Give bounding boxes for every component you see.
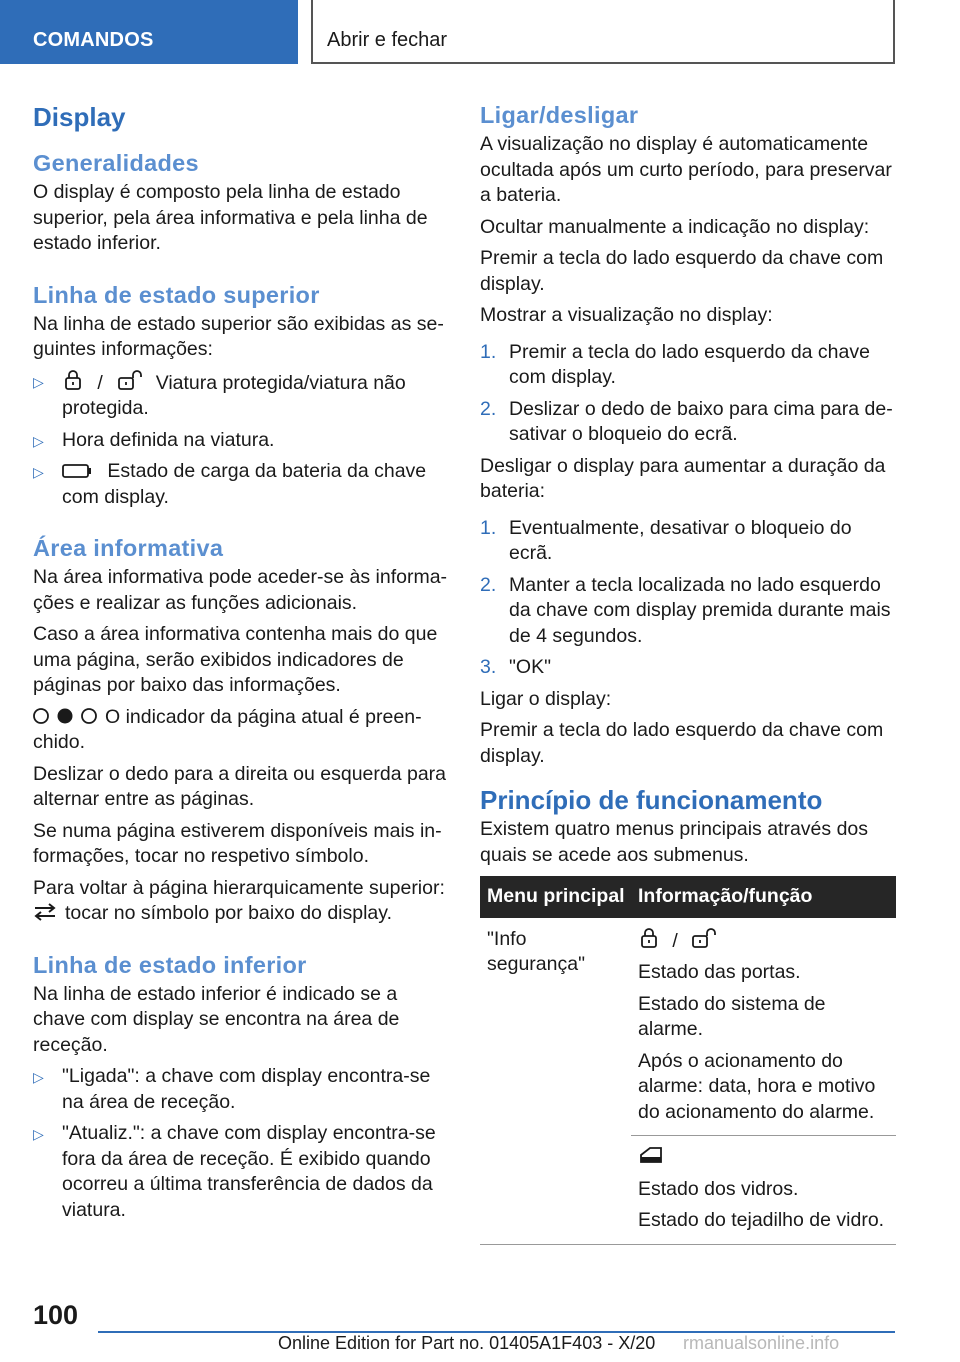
step-number: 2. [480,397,497,420]
heading-generalidades: Generalidades [33,150,199,176]
list-item-text: Viatura protegida/viatura não protegida. [62,371,406,419]
footer-edition: Online Edition for Part no. 01405A1F403 - X/20 [278,1333,656,1353]
car-window-icon [638,1145,664,1165]
step-number: 3. [480,656,497,678]
ligar-p6: Ligar o display: [480,687,612,710]
area-p3: O indicador da página atual é preenchido. [33,705,422,753]
table-header-menu: Menu principal [480,876,631,918]
step-text: "OK" [509,656,552,678]
ligar-p2: Ocultar manualmente a indicação no display: [480,215,870,238]
chapter-tab [0,0,298,64]
triangle-bullet-icon: ▷ [33,464,44,480]
section-tab [311,0,895,64]
ligar-p1: A visualização no display é automaticamente ocultada após um curto período, para preservar a bateria. [480,133,892,206]
triangle-bullet-icon: ▷ [33,1126,44,1142]
list-item [33,1121,448,1223]
lock-closed-icon [62,369,84,391]
step-text: Deslizar o dedo de baixo para cima para desativar o bloqueio do ecrã. [509,397,893,445]
page-indicator-icon [33,707,97,725]
area-p2: Caso a área informativa contenha mais do que uma página, serão exibidos indicadores de páginas por baixo das informações. [33,623,438,696]
list-item-text: "Ligada": a chave com display encontra-se na área de receção. [62,1065,431,1113]
chapter-title: COMANDOS [33,29,154,51]
table-cell-info [631,1136,896,1245]
list-item-text: "Atualiz.": a chave com display encontra-se fora da área de receção. É exibido quando ocorreu a última transferência de dados da viatura. [62,1122,436,1221]
list-item [480,340,896,391]
principio-intro: Existem quatro menus principais através dos quais se acede aos submenus. [480,818,869,866]
steps-off-list [480,516,896,681]
triangle-bullet-icon: ▷ [33,373,44,390]
ligar-p7: Premir a tecla do lado esquerdo da chave com display. [480,719,884,767]
step-number: 1. [480,516,497,539]
table-header-row [480,876,896,918]
step-number: 1. [480,340,497,363]
linha-superior-intro: Na linha de estado superior são exibidas as seguintes informações: [33,312,444,360]
heading-ligar-desligar: Ligar/desligar [480,102,639,128]
triangle-bullet-icon: ▷ [33,432,44,449]
page-title: Display [33,102,126,132]
watermark: rmanualsonline.info [683,1333,840,1353]
table-header-info: Informação/função [631,876,896,918]
steps-show-list [480,340,896,448]
heading-linha-superior: Linha de estado superior [33,281,320,308]
area-p7: tocar no símbolo por baixo do display. [65,902,392,924]
list-item [33,1064,448,1115]
page-number: 100 [33,1300,79,1330]
area-p7-wrap [33,901,448,927]
table-cell-menu: "Info segurança" [480,918,631,1245]
section-title: Abrir e fechar [327,29,448,51]
heading-area-informativa: Área informativa [33,535,224,561]
step-text: Premir a tecla do lado esquerdo da chave com display. [509,340,870,388]
menu-table [480,876,896,1245]
window-icon-line [638,1145,890,1171]
step-number: 2. [480,573,497,596]
ligar-p4: Mostrar a visualização no display: [480,304,773,326]
list-item [33,459,448,510]
list-item [480,573,896,650]
heading-principio: Princípio de funcionamento [480,785,823,815]
step-text: Eventualmente, desativar o bloqueio do ecrã. [509,516,852,564]
table-row [480,918,896,1136]
right-column [480,100,896,1245]
battery-icon [62,463,92,479]
info-line: Estado do tejadilho de vidro. [638,1209,885,1231]
triangle-bullet-icon: ▷ [33,1069,44,1085]
list-item-text: Hora definida na viatura. [62,428,275,451]
ligar-p3: Premir a tecla do lado esquerdo da chave com display. [480,247,884,295]
back-arrows-icon [33,903,57,921]
list-item [33,369,448,422]
info-line: Estado das portas. [638,961,801,983]
area-p5: Se numa página estiverem disponíveis mais informações, tocar no respetivo símbolo. [33,819,442,867]
area-p1: Na área informativa pode aceder-se às informações e realizar as funções adicionais. [33,566,448,614]
linha-superior-list [33,369,448,511]
lock-open-icon [690,927,718,949]
list-item [33,428,448,454]
table-cell-info [631,918,896,1136]
info-line: Estado dos vidros. [638,1177,799,1200]
info-line: Estado do sistema de alarme. [638,992,826,1040]
info-line: Após o acionamento do alarme: data, hora e motivo do acionamento do alarme. [638,1049,876,1123]
area-p4: Deslizar o dedo para a direita ou esquerda para alternar entre as páginas. [33,762,447,810]
list-item [480,655,896,681]
area-p3-wrap [33,705,448,756]
linha-inferior-list [33,1064,448,1223]
area-p6: Para voltar à página hierarquicamente superior: [33,876,445,899]
generalidades-text: O display é composto pela linha de estado superior, pela área informativa e pela linha de estado inferior. [33,181,428,254]
list-item [480,516,896,567]
left-column [33,100,448,1229]
lock-icons-line [638,927,890,955]
ligar-p5: Desligar o display para aumentar a duração da bateria: [480,454,886,502]
lock-closed-icon [638,927,660,949]
list-item-text: Estado de carga da bateria da chave com display. [62,460,427,508]
list-item [480,397,896,448]
step-text: Manter a tecla localizada no lado esquerdo da chave com display premida durante mais de 4 segundos. [509,573,891,647]
icon-separator: / [97,371,103,394]
heading-linha-inferior: Linha de estado inferior [33,951,307,978]
linha-inferior-intro: Na linha de estado inferior é indicado se a chave com display se encontra na área de receção. [33,982,400,1056]
icon-separator: / [672,929,678,952]
lock-open-icon [116,369,144,391]
